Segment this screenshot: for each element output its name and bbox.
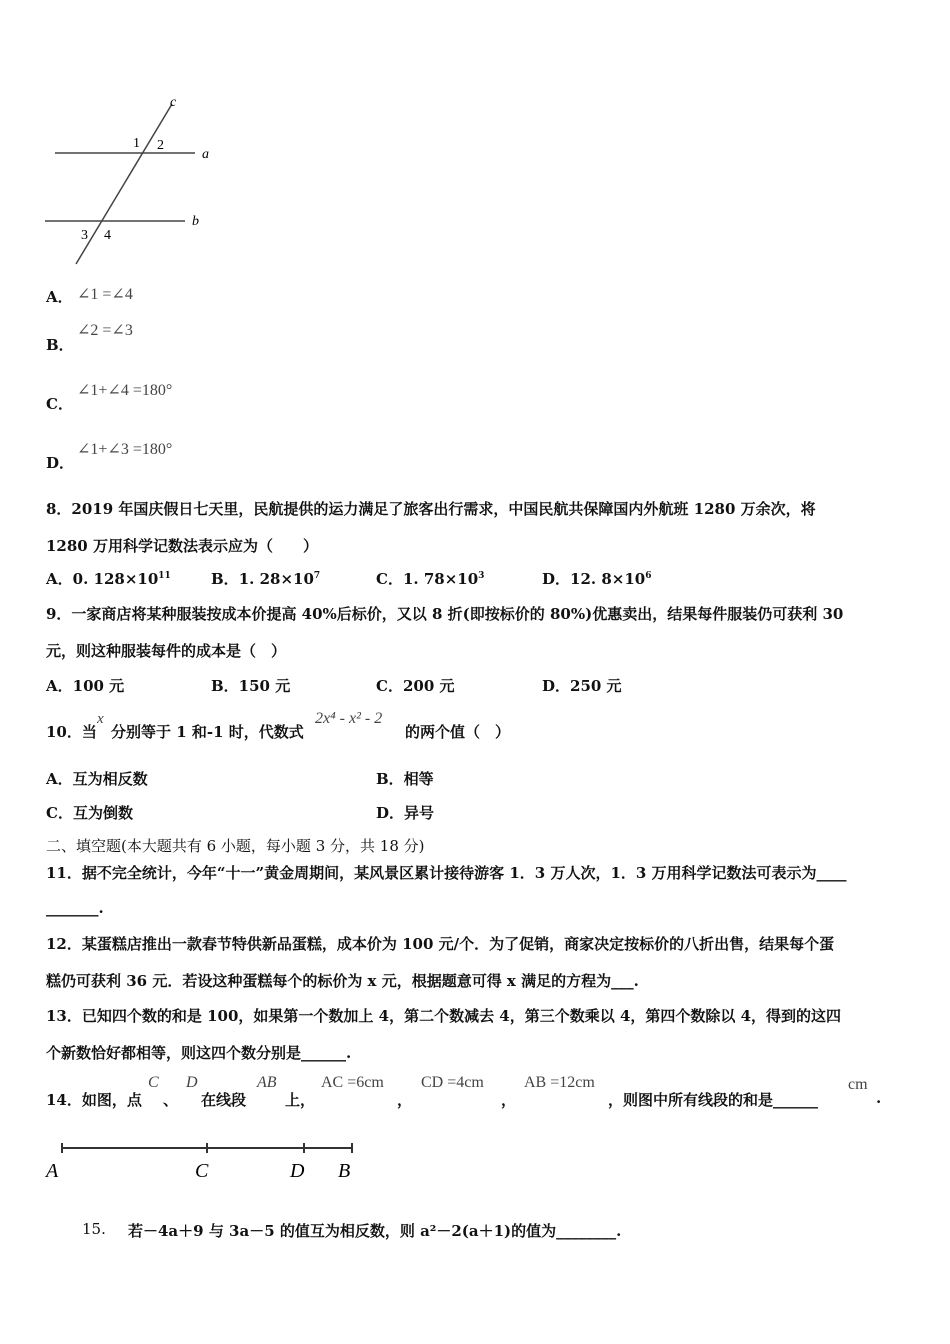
q14-ab-length: AB =12cm (524, 1074, 595, 1091)
label-b: b (192, 214, 199, 229)
q7-option-b-label: B． (46, 336, 74, 354)
q9-stem-line2: 元，则这种服装每件的成本是（ ） (46, 642, 287, 660)
seg-label-b: B (338, 1160, 351, 1182)
q14-point-c: C (148, 1074, 159, 1091)
q9-option-c: C．200 元 (376, 677, 455, 695)
q13-stem-line1: 13．已知四个数的和是 100，如果第一个数加上 4，第二个数减去 4，第三个数乘以 4，第四个数除以 4，得到的这四 (46, 1007, 842, 1025)
q7-option-b-expr: ∠2 =∠3 (77, 322, 133, 339)
section-2-heading: 二、填空题(本大题共有 6 小题，每小题 3 分，共 18 分) (46, 837, 425, 855)
line-segment-figure (40, 1136, 370, 1186)
q7-option-d-expr: ∠1+∠3 =180° (77, 441, 173, 458)
q14-comma-2: ， (501, 1091, 517, 1109)
q7-option-c-label: C． (46, 395, 73, 413)
q12-stem-line2: 糕仍可获利 36 元．若设这种蛋糕每个的标价为 x 元，根据题意可得 x 满足的方程为___. (46, 972, 639, 990)
q10-option-d: D．异号 (376, 804, 435, 822)
seg-label-c: C (195, 1160, 209, 1182)
q14-ac-length: AC =6cm (321, 1074, 384, 1091)
q14-unit: cm (848, 1076, 868, 1093)
q7-option-c-expr: ∠1+∠4 =180° (77, 382, 173, 399)
line-c (76, 104, 172, 264)
q11-stem-line2: _______. (46, 899, 104, 917)
angle-2: 2 (157, 138, 164, 153)
q14-prefix: 14．如图，点 (46, 1091, 142, 1109)
q13-stem-line2: 个新数恰好都相等，则这四个数分别是______. (46, 1044, 352, 1062)
angle-4: 4 (104, 228, 111, 243)
q14-separator: 、 (163, 1091, 179, 1109)
q9-option-a: A．100 元 (46, 677, 125, 695)
seg-label-d: D (290, 1160, 305, 1182)
parallel-lines-figure (40, 92, 230, 272)
q8-stem-line1: 8．2019 年国庆假日七天里，民航提供的运力满足了旅客出行需求，中国民航共保障国内外航班 1280 万余次，将 (46, 500, 816, 518)
q8-stem-line2: 1280 万用科学记数法表示应为（ ） (46, 537, 318, 555)
q14-cd-length: CD =4cm (421, 1074, 484, 1091)
q10-mid: 分别等于 1 和-1 时，代数式 (111, 723, 304, 741)
seg-label-a: A (46, 1160, 59, 1182)
q14-on: 上， (285, 1091, 316, 1109)
q14-segment-ab: AB (257, 1074, 277, 1091)
label-c: c (170, 95, 177, 110)
q12-stem-line1: 12．某蛋糕店推出一款春节特供新品蛋糕，成本价为 100 元/个．为了促销，商家决定按标价的八折出售，结果每个蛋 (46, 935, 835, 953)
q14-comma-1: ， (397, 1091, 413, 1109)
q10-expression: 2x⁴ - x² - 2 (315, 710, 383, 727)
q14-mid: 在线段 (201, 1091, 247, 1109)
q10-option-c: C．互为倒数 (46, 804, 133, 822)
q8-option-b: B．1. $28\times 10^7$ (211, 570, 321, 588)
q9-stem-line1: 9．一家商店将某种服装按成本价提高 40%后标价，又以 8 折(即按标价的 80%)优惠卖出，结果每件服装仍可获利 30 (46, 605, 844, 623)
q11-stem-line1: 11．据不完全统计，今年“十一”黄金周期间，某风景区累计接待游客 1．3 万人次，1．3 万用科学记数法可表示为____ (46, 864, 847, 882)
q8-option-c: C．1. $78\times 10^3$ (376, 570, 485, 588)
q7-option-d-label: D． (46, 454, 75, 472)
q8-option-a: A．0. $128\times 10^{11}$ (46, 570, 171, 588)
q9-option-b: B．150 元 (211, 677, 291, 695)
angle-3: 3 (81, 228, 88, 243)
q14-point-d: D (186, 1074, 198, 1091)
q15-number: 15. (82, 1220, 106, 1238)
q10-option-b: B．相等 (376, 770, 434, 788)
q10-variable: x (97, 711, 104, 727)
q9-option-d: D．250 元 (542, 677, 622, 695)
q10-prefix: 10．当 (46, 723, 97, 741)
q15-stem: 若－4a＋9 与 3a－5 的值互为相反数，则 a²－2(a＋1)的值为________. (128, 1222, 622, 1240)
q14-period: . (876, 1089, 882, 1107)
angle-1: 1 (133, 136, 140, 151)
q10-option-a: A．互为相反数 (46, 770, 148, 788)
q8-option-d: D．12. $8\times 10^6$ (542, 570, 652, 588)
q7-option-a-expr: ∠1 =∠4 (77, 286, 133, 303)
q14-tail: ，则图中所有线段的和是______ (608, 1091, 819, 1109)
label-a: a (202, 147, 209, 162)
q7-option-a-label: A． (46, 288, 73, 306)
q10-suffix: 的两个值（ ） (405, 723, 511, 741)
